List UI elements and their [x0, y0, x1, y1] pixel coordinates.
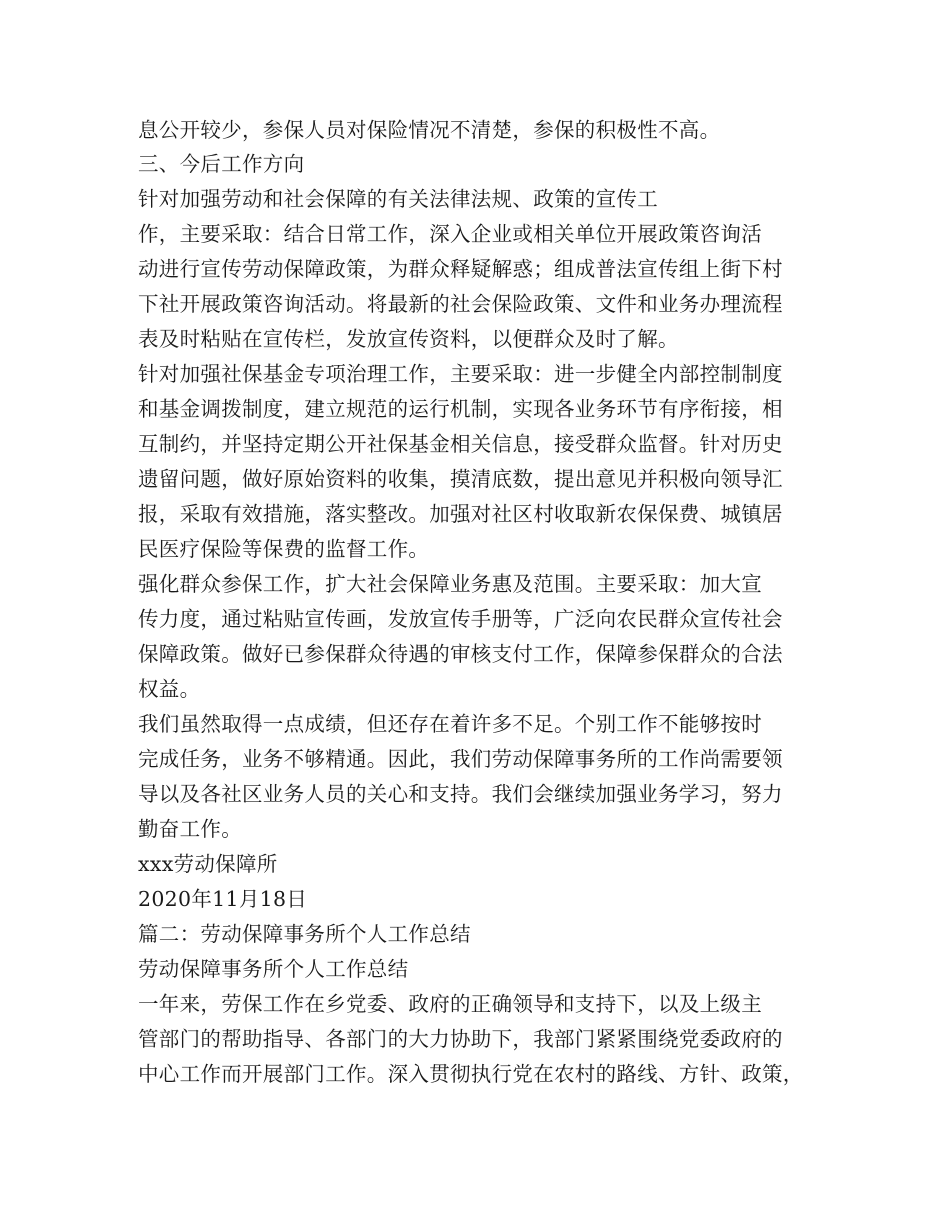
text-line: 和基金调拨制度，建立规范的运行机制，实现各业务环节有序衔接，相	[138, 397, 783, 421]
text-line: 完成任务，业务不够精通。因此，我们劳动保障事务所的工作尚需要领	[138, 747, 783, 771]
text-line: 权益。	[138, 677, 201, 701]
text-line: 强化群众参保工作，扩大社会保障业务惠及范围。主要采取：加大宣	[138, 572, 762, 596]
text-line: 表及时粘贴在宣传栏，发放宣传资料，以便群众及时了解。	[138, 327, 679, 351]
text-line: 下社开展政策咨询活动。将最新的社会保险政策、文件和业务办理流程	[138, 292, 783, 316]
text-line: 针对加强社保基金专项治理工作，主要采取：进一步健全内部控制制度	[138, 362, 783, 386]
text-line: 报，采取有效措施，落实整改。加强对社区村收取新农保保费、城镇居	[138, 502, 783, 526]
text-line: 民医疗保险等保费的监督工作。	[138, 537, 430, 561]
text-line: 保障政策。做好已参保群众待遇的审核支付工作，保障参保群众的合法	[138, 642, 783, 666]
text-line: 中心工作而开展部门工作。深入贯彻执行党在农村的路线、方针、政策，	[138, 1062, 804, 1086]
subtitle: 劳动保障事务所个人工作总结	[138, 957, 409, 981]
text-line: 我们虽然取得一点成绩，但还存在着许多不足。个别工作不能够按时	[138, 712, 762, 736]
text-line: 勤奋工作。	[138, 817, 242, 841]
chapter-heading: 篇二：劳动保障事务所个人工作总结	[138, 922, 471, 946]
text-line: 动进行宣传劳动保障政策，为群众释疑解惑；组成普法宣传组上街下村	[138, 257, 783, 281]
text-line: 一年来，劳保工作在乡党委、政府的正确领导和支持下，以及上级主	[138, 992, 762, 1016]
text-line: 针对加强劳动和社会保障的有关法律法规、政策的宣传工	[138, 187, 658, 211]
text-line: 管部门的帮助指导、各部门的大力协助下，我部门紧紧围绕党委政府的	[138, 1027, 783, 1051]
text-line: 作，主要采取：结合日常工作，深入企业或相关单位开展政策咨询活	[138, 222, 762, 246]
text-line: 传力度，通过粘贴宣传画，发放宣传手册等，广泛向农民群众宣传社会	[138, 607, 783, 631]
text-line: 息公开较少，参保人员对保险情况不清楚，参保的积极性不高。	[138, 118, 721, 142]
text-line: 遗留问题，做好原始资料的收集，摸清底数，提出意见并积极向领导汇	[138, 467, 783, 491]
signature-line: xxx劳动保障所	[138, 852, 278, 876]
section-heading: 三、今后工作方向	[138, 152, 305, 176]
text-line: 互制约，并坚持定期公开社保基金相关信息，接受群众监督。针对历史	[138, 432, 783, 456]
date-line: 2020年11月18日	[138, 887, 308, 911]
text-line: 导以及各社区业务人员的关心和支持。我们会继续加强业务学习，努力	[138, 782, 783, 806]
